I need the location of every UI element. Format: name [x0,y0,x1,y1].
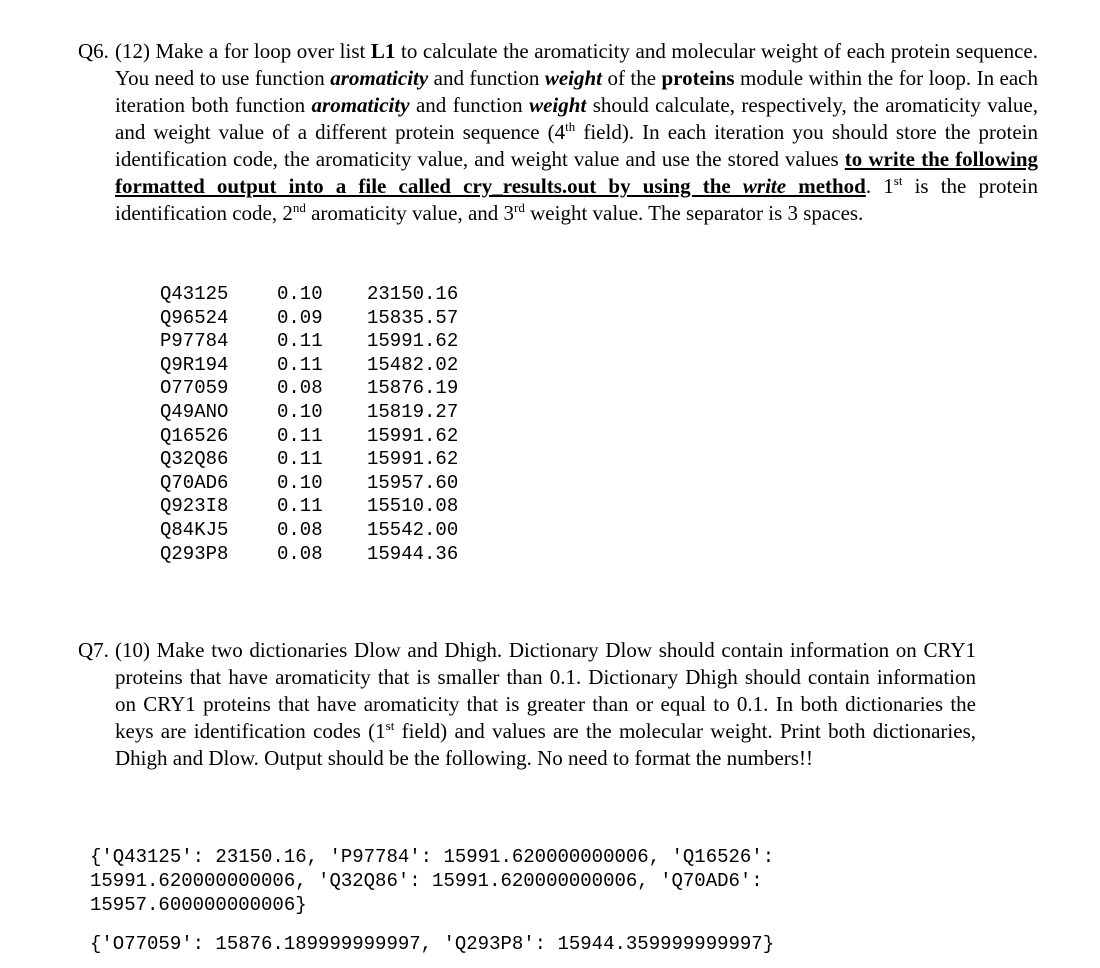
function-name-weight: weight [544,66,603,90]
aromaticity-cell: 0.10 [277,283,323,305]
output-row [160,543,458,567]
formatted-output-body [160,283,458,566]
q6-text-part: weight value. The separator is 3 spaces. [524,201,864,225]
question-7-number: Q7. [78,638,109,662]
output-row [160,283,458,307]
output-row [160,472,458,496]
weight-cell: 15991.62 [367,330,459,353]
q6-text-part: of the [602,66,662,90]
output-row [160,354,458,378]
aromaticity-cell: 0.10 [277,400,323,423]
dlow-dictionary-output: {'O77059': 15876.189999999997, 'Q293P8': 15944.359999999997} [90,933,775,955]
q6-text-part: should calculate, respectively, the aromaticity value, and weight value of a different protein sequence (4 [115,93,1039,144]
output-row [160,519,458,543]
dhigh-dictionary-output: {'Q43125': 23150.16, 'P97784': 15991.620000000006, 'Q16526': 15991.620000000006, 'Q32Q86': 15991.620000000006, 'Q70AD6': 15957.600000000006} [90,846,775,916]
aromaticity-cell: 0.11 [277,424,323,447]
protein-id-cell: Q32Q86 [160,448,229,471]
output-row [160,495,458,519]
question-7-text [115,637,976,772]
q6-text-part: (12) Make a for loop over list [115,39,371,63]
function-name-weight: weight [529,93,587,117]
protein-id-cell: Q9R194 [160,353,229,376]
aromaticity-cell: 0.09 [277,306,323,329]
q6-text-part: and function [409,93,530,117]
question-6-number: Q6. [78,39,109,63]
protein-id-cell: Q923I8 [160,495,229,518]
aromaticity-cell: 0.11 [277,330,323,353]
protein-id-cell: O77059 [160,377,229,400]
q6-text-part: field). In each iteration you should store the protein identification code, the aromaticity value, and weight value and use the stored values [115,120,1039,171]
q6-text-part: module within the for loop. In each iteration both function [115,66,1039,117]
question-6-text [115,38,1038,227]
protein-id-cell: Q96524 [160,306,229,329]
protein-id-cell: Q84KJ5 [160,518,229,541]
output-row [160,377,458,401]
weight-cell: 15510.08 [367,495,459,518]
protein-id-cell: Q16526 [160,424,229,447]
method-name-write: write [742,174,787,198]
aromaticity-cell: 0.10 [277,471,323,494]
list-name: L1 [370,39,396,63]
underlined-text: to write the following formatted output into a file called cry_results.out by using the [115,147,1038,198]
aromaticity-cell: 0.08 [277,542,323,565]
module-name: proteins [661,66,735,90]
formatted-output-table [160,283,458,566]
superscript: st [893,173,903,188]
protein-id-cell: Q70AD6 [160,471,229,494]
weight-cell: 15957.60 [367,471,459,494]
q7-text-part: field) and values are the molecular weight. Print both dictionaries, Dhigh and Dlow. Output should be the following. No need to format the numbers!! [115,719,976,770]
q6-text-part: . 1 [865,174,894,198]
weight-cell: 15876.19 [367,377,459,400]
aromaticity-cell: 0.08 [277,377,323,400]
aromaticity-cell: 0.08 [277,518,323,541]
superscript: th [565,119,576,134]
superscript: st [385,718,395,733]
protein-id-cell: Q49ANO [160,400,229,423]
aromaticity-cell: 0.11 [277,353,323,376]
q6-text-part: aromaticity value, and 3 [305,201,515,225]
output-row [160,448,458,472]
weight-cell: 15819.27 [367,400,459,423]
q6-text-part: to calculate the aromaticity and molecular weight of each protein sequence. You need to use function [115,39,1038,90]
output-row [160,330,458,354]
q6-text-part: and function [428,66,545,90]
question-6 [78,38,1038,227]
weight-cell: 15542.00 [367,518,459,541]
output-row [160,425,458,449]
function-name-aromaticity: aromaticity [330,66,429,90]
protein-id-cell: Q43125 [160,283,229,305]
function-name-aromaticity: aromaticity [311,93,410,117]
superscript: rd [514,200,525,215]
q7-text-part: (10) Make two dictionaries Dlow and Dhigh. Dictionary Dlow should contain information on CRY1 proteins that have aromaticity that is smaller than 0.1. Dictionary Dhigh should contain information on CRY1 proteins that have aromaticity that is greater than or equal to 0.1. In both dictionaries the keys are identification codes (1 [115,638,976,743]
question-7 [78,637,976,772]
weight-cell: 15991.62 [367,448,459,471]
output-row [160,307,458,331]
weight-cell: 15835.57 [367,306,459,329]
weight-cell: 15482.02 [367,353,459,376]
weight-cell: 23150.16 [367,283,459,305]
underlined-text: method [786,174,866,198]
weight-cell: 15944.36 [367,542,459,565]
protein-id-cell: Q293P8 [160,542,229,565]
weight-cell: 15991.62 [367,424,459,447]
protein-id-cell: P97784 [160,330,229,353]
q6-text-part: is the protein identification code, 2 [115,174,1038,225]
aromaticity-cell: 0.11 [277,495,323,518]
output-row [160,401,458,425]
superscript: nd [292,200,306,215]
aromaticity-cell: 0.11 [277,448,323,471]
